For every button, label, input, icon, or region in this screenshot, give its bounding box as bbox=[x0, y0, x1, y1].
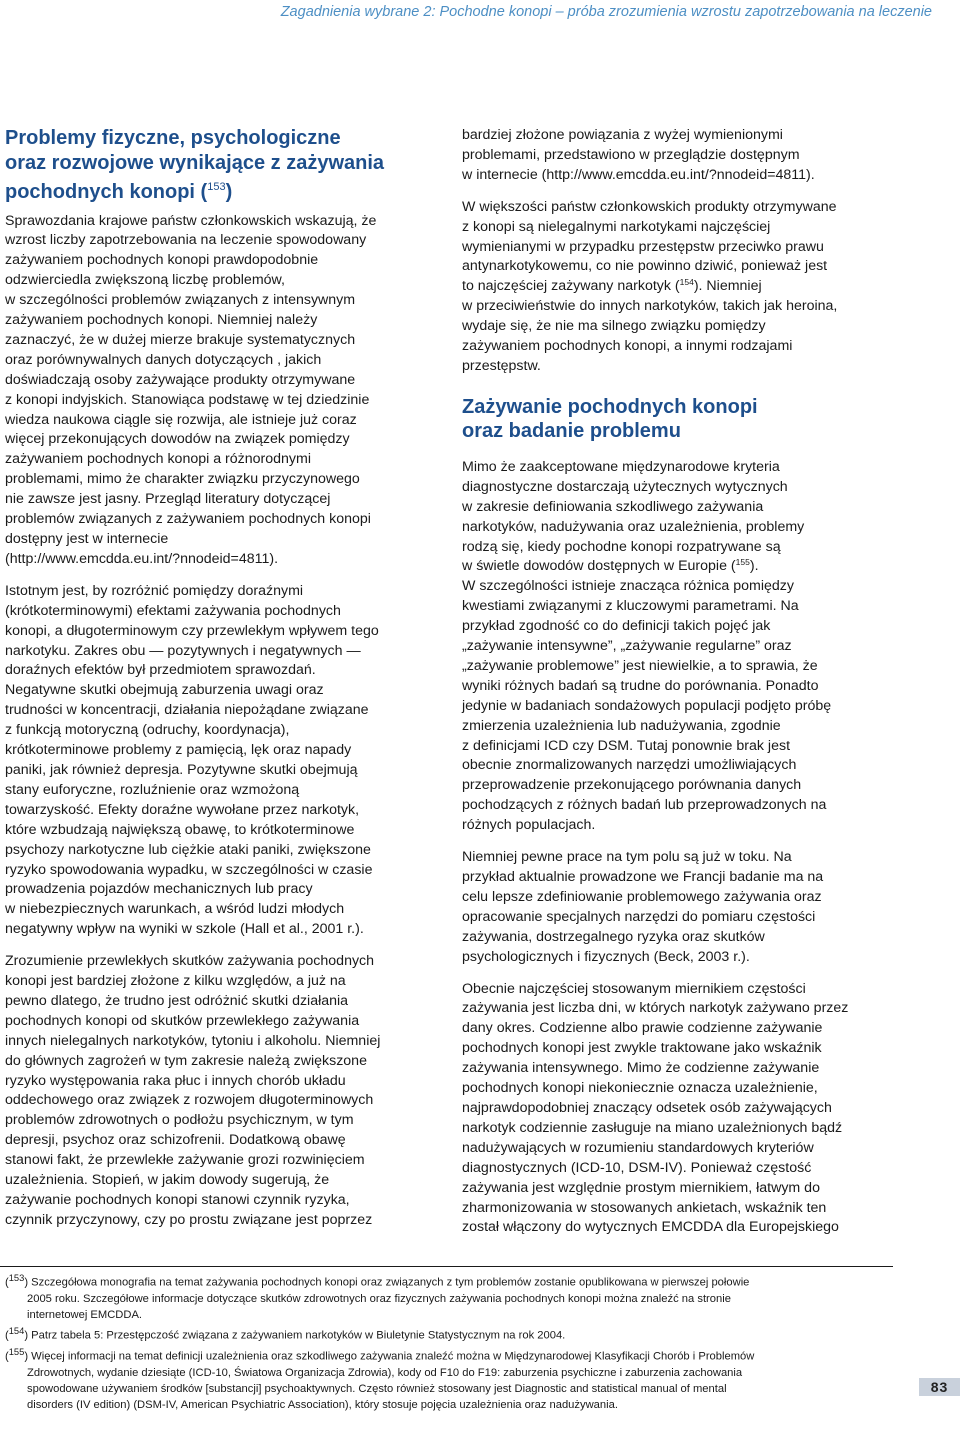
footnote-ref-154: 154 bbox=[679, 277, 694, 288]
text-segment: ). Niemniej bbox=[693, 278, 762, 295]
text-line: bardziej złożone powiązania z wyżej wymienionymi bbox=[462, 127, 783, 143]
footnote-line: ($^{153}$) Szczegółowa monografia na temat zażywania pochodnych konopi oraz związanych z tym problemów zostanie opublikowana w pierwszej połowie bbox=[5, 1273, 750, 1289]
text-line: przestępstw. bbox=[462, 357, 541, 374]
footnote-divider bbox=[0, 1266, 893, 1267]
text-line: diagnostycznych (ICD-10, DSM-IV). Ponieważ częstość bbox=[462, 1159, 812, 1176]
text-line: czynnik przyczynowy, czy po prostu związane jest poprzez bbox=[5, 1211, 373, 1228]
text-line: narkotyk codziennie zasługuje na miano uzależnionych bądź bbox=[462, 1119, 843, 1136]
text-line: Sprawozdania krajowe państw członkowskich wskazują, że bbox=[5, 212, 377, 229]
text-line: przeprowadzenie przekonującego porównania danych bbox=[462, 777, 802, 794]
text-line: zmierzenia uzależnienia lub nadużywania, zgodnie bbox=[462, 717, 781, 734]
text-line: „zażywanie intensywne”, „zażywanie regularne” oraz bbox=[462, 638, 792, 655]
footnote-text: Patrz tabela 5: Przestępczość związana z zażywaniem narkotyków w Biuletynie Statystycznym na rok 2004. bbox=[31, 1329, 566, 1342]
text-line: konopi jest bardziej złożone z kilku względów, a już na bbox=[5, 973, 346, 990]
text-line: Obecnie najczęściej stosowanym miernikiem częstości bbox=[462, 980, 806, 997]
paragraph bbox=[462, 198, 892, 377]
text-line: w niebezpiecznych warunkach, a wśród ludzi młodych bbox=[5, 901, 345, 918]
text-line: psychologicznych i fizycznych (Beck, 2003 r.). bbox=[462, 948, 750, 965]
text-line: z funkcją motoryczną (odruchy, koordynacja), bbox=[5, 722, 290, 739]
running-head: Zagadnienia wybrane 2: Pochodne konopi – próba zrozumienia wzrostu zapotrzebowania na leczenie bbox=[280, 4, 932, 20]
text-line: zażywania jest względnie prostym miernikiem, łatwym do bbox=[462, 1179, 820, 1196]
text-line: trudności w koncentracji, działania niepożądane związane bbox=[5, 702, 369, 719]
text-line: prowadzenia pojazdów mechanicznych lub pracy bbox=[5, 881, 313, 898]
text-line: zażywanie pochodnych konopi stanowi czynnik ryzyka, bbox=[5, 1192, 350, 1208]
left-column bbox=[5, 126, 435, 1231]
text-line: odzwierciedla zwiększoną liczbę problemów, bbox=[5, 272, 285, 289]
text-line: Negatywne skutki obejmują zaburzenia uwagi oraz bbox=[5, 682, 324, 699]
paragraph bbox=[5, 212, 435, 570]
text-line: najprawdopodobniej znaczący odsetek osób zażywających bbox=[462, 1099, 832, 1116]
text-line: zażywania jest liczba dni, w których narkotyk zażywano przez bbox=[462, 1000, 849, 1017]
text-segment: ). bbox=[749, 558, 759, 575]
title-text: pochodnych konopi ( bbox=[5, 181, 208, 203]
text-line: diagnostyczne dostarczają użytecznych wytycznych bbox=[462, 478, 788, 495]
text-line: dostępny jest w internecie bbox=[5, 531, 169, 547]
title-line: Problemy fizyczne, psychologiczne bbox=[5, 127, 341, 149]
footnotes bbox=[5, 1270, 905, 1413]
text-line: pochodnych konopi jest zwykle traktowane jako wskaźnik bbox=[462, 1040, 822, 1057]
text-segment: to najczęściej zażywany narkotyk ( bbox=[462, 278, 680, 295]
text-line: problemów związanych z zażywaniem pochodnych konopi bbox=[5, 511, 371, 528]
section-title-measurement bbox=[462, 395, 892, 444]
text-line: stanowi fakt, że przewlekłe zażywanie grozi rozwinięciem bbox=[5, 1152, 365, 1169]
text-line: obecnie znormalizowanych narzędzi umożliwiających bbox=[462, 757, 797, 774]
paragraph bbox=[5, 582, 435, 940]
text-line: negatywny wpływ na wyniki w szkole (Hall et al., 2001 r.). bbox=[5, 921, 364, 938]
text-line: kwestiami związanymi z kluczowymi parametrami. Na bbox=[462, 598, 799, 615]
text-line: do głównych zagrożeń w tym zakresie należą zwiększone bbox=[5, 1052, 367, 1069]
footnote-ref-155: 155 bbox=[735, 557, 750, 568]
title-line: Zażywanie pochodnych konopi bbox=[462, 395, 758, 418]
text-line: problemami, mimo że charakter związku przyczynowego bbox=[5, 471, 360, 488]
text-line: nadużywających w rozumieniu standardowych kryteriów bbox=[462, 1139, 814, 1156]
footnote-line: Zdrowotnych, wydanie dziesiąte (ICD-10, Światowa Organizacja Zdrowia), kody od F10 do F19: zaburzenia psychiczne i zaburzenia zachowania bbox=[27, 1366, 743, 1379]
text-line: psychozy narkotyczne lub ciężkie ataki paniki, zwiększone bbox=[5, 841, 371, 858]
text-line: towarzyskość. Efekty doraźne wywołane przez narkotyk, bbox=[5, 801, 360, 818]
text-line: które wzbudzają największą obawę, to krótkoterminowe bbox=[5, 821, 355, 838]
text-line: został włączony do wytycznych EMCDDA dla Europejskiego bbox=[462, 1219, 839, 1236]
text-line: oddechowego oraz związek z rozwojem długoterminowych bbox=[5, 1092, 374, 1109]
text-line: depresji, psychoz oraz schizofrenii. Dodatkową obawę bbox=[5, 1132, 346, 1149]
text-line: uzależnienia. Stopień, w jakim dowody sugerują, że bbox=[5, 1172, 330, 1189]
section-title-problems bbox=[5, 126, 435, 205]
title-line: oraz badanie problemu bbox=[462, 420, 681, 443]
text-line: „zażywanie problemowe” jest niewielkie, a to sprawia, że bbox=[462, 657, 818, 674]
text-line: Niemniej pewne prace na tym polu są już w toku. Na bbox=[462, 849, 792, 866]
text-line: więcej przekonujących dowodów na związek pomiędzy bbox=[5, 431, 350, 448]
text-line: ryzyko spowodowania wypadku, w szczególności w czasie bbox=[5, 861, 373, 878]
text-line bbox=[462, 557, 892, 577]
footnote-154 bbox=[5, 1323, 905, 1344]
text-line: celu lepsze zdefiniowanie problemowego zażywania oraz bbox=[462, 888, 822, 905]
text-line: krótkoterminowe problemy z pamięcią, lęk oraz napady bbox=[5, 742, 352, 759]
text-line: problemami, przedstawiono w przeglądzie dostępnym bbox=[462, 146, 800, 163]
title-line: oraz rozwojowe wynikające z zażywania bbox=[5, 151, 385, 174]
text-line: w przeciwieństwie do innych narkotyków, takich jak heroina, bbox=[462, 298, 838, 315]
text-line: pewno dlatego, że trudno jest odróżnić skutki działania bbox=[5, 992, 349, 1009]
paragraph bbox=[5, 952, 435, 1231]
text-line: zażywaniem pochodnych konopi, a innymi rodzajami bbox=[462, 338, 793, 355]
right-column bbox=[462, 126, 892, 1238]
text-line: pochodnych konopi od skutków przewlekłego zażywania bbox=[5, 1012, 360, 1029]
text-line: stany euforyczne, rozluźnienie oraz wzmożoną bbox=[5, 781, 300, 798]
text-segment: w świetle dowodów dostępnych w Europie ( bbox=[462, 558, 736, 575]
text-line: zażywania intensywnego. Mimo że codzienne zażywanie bbox=[462, 1060, 820, 1077]
text-line: zażywaniem pochodnych konopi a różnorodnymi bbox=[5, 451, 311, 468]
text-line: nie zawsze jest jasny. Przegląd literatury dotyczącej bbox=[5, 491, 331, 508]
text-line: konopi, a długoterminowym czy przewlekłym wpływem tego bbox=[5, 622, 379, 639]
text-line: zażywania, dostrzegalnego ryzyka oraz skutków bbox=[462, 928, 765, 945]
footnote-line: 2005 roku. Szczegółowe informacje dotyczące skutków zdrowotnych oraz fizycznych zażywania pochodnych konopi można znaleźć na stronie bbox=[27, 1292, 731, 1305]
text-line: różnych populacjach. bbox=[462, 817, 596, 834]
footnote-number: 154 bbox=[8, 1326, 25, 1337]
text-line: Istotnym jest, by rozróżnić pomiędzy doraźnymi bbox=[5, 582, 304, 599]
footnote-text: Szczegółowa monografia na temat zażywania pochodnych konopi oraz związanych z tym problemów zostanie opublikowana w pierwszej połowie bbox=[31, 1276, 750, 1289]
text-line: innych nielegalnych narkotyków, tytoniu i alkoholu. Niemniej bbox=[5, 1032, 381, 1049]
text-line: wzrost liczby zapotrzebowania na leczenie spowodowany bbox=[5, 232, 367, 249]
text-line: jedynie w badaniach sondażowych populacji podjęto próbę bbox=[462, 697, 832, 714]
text-line: zażywaniem pochodnych konopi prawdopodobnie bbox=[5, 252, 319, 269]
text-line: W szczególności istnieje znacząca różnica pomiędzy bbox=[462, 578, 794, 595]
footnote-line: internetowej EMCDDA. bbox=[27, 1308, 143, 1321]
text-line: wiedza naukowa ciągle się rozwija, ale istnieje już coraz bbox=[5, 411, 357, 428]
text-line: (krótkoterminowymi) efektami zażywania pochodnych bbox=[5, 602, 341, 619]
text-line: z konopi indyjskich. Stanowiąca podstawę w tej dziedzinie bbox=[5, 391, 370, 408]
text-line: pochodnych konopi niekoniecznie oznacza uzależnienie, bbox=[462, 1080, 818, 1097]
footnote-line: disorders (IV edition) (DSM-IV, American Psychiatric Association), który stosuje pojęcia uzależnienia oraz nadużywania. bbox=[27, 1398, 618, 1411]
footnote-number: 153 bbox=[8, 1273, 25, 1283]
page-number: 83 bbox=[919, 1378, 960, 1396]
paragraph bbox=[462, 980, 892, 1239]
footnote-line: spowodowane używaniem środków [substancji] psychoaktywnych. Często również stosowany jest Diagnostic and statistical manual of mental bbox=[27, 1382, 727, 1395]
footnote-line: ($^{154}$) Patrz tabela 5: Przestępczość związana z zażywaniem narkotyków w Biuletynie Statystycznym na rok 2004. bbox=[5, 1326, 566, 1342]
text-line: doraźnych efektów był przedmiotem sprawozdań. bbox=[5, 662, 316, 679]
text-line: przykład aktualnie prowadzone we Francji badanie ma na bbox=[462, 869, 824, 885]
text-line: w internecie (http://www.emcdda.eu.int/?nnodeid=4811). bbox=[462, 166, 815, 183]
text-line: doświadczają osoby zażywające produkty otrzymywane bbox=[5, 371, 356, 388]
footnote-line: ($^{155}$) Więcej informacji na temat definicji uzależnienia oraz szkodliwego zażywania znaleźć można w Międzynarodowej Klasyfikacji Chorób i Problemów bbox=[5, 1346, 755, 1363]
title-text: ) bbox=[225, 181, 233, 203]
text-line: Zrozumienie przewlekłych skutków zażywania pochodnych bbox=[5, 953, 375, 970]
footnote-155 bbox=[5, 1344, 905, 1413]
paragraph bbox=[462, 848, 892, 967]
text-line: w szczególności problemów związanych z intensywnym bbox=[5, 292, 356, 309]
text-line: zażywaniem pochodnych konopi. Niemniej należy bbox=[5, 312, 318, 329]
text-line: rodzą się, kiedy pochodne konopi rozpatrywane są bbox=[462, 538, 781, 555]
footnote-153 bbox=[5, 1270, 905, 1323]
text-line: dany okres. Codzienne albo prawie codzienne zażywanie bbox=[462, 1020, 823, 1037]
text-line bbox=[462, 277, 892, 297]
text-line: wydaje się, że nie ma silnego związku pomiędzy bbox=[462, 318, 766, 335]
text-line: narkotyków, nadużywania oraz uzależnienia, problemy bbox=[462, 518, 805, 535]
text-line: (http://www.emcdda.eu.int/?nnodeid=4811). bbox=[5, 550, 279, 567]
text-line: W większości państw członkowskich produkty otrzymywane bbox=[462, 198, 837, 215]
footnote-ref-153: 153 bbox=[207, 181, 226, 193]
text-line: z definicjami ICD czy DSM. Tutaj ponownie brak jest bbox=[462, 737, 791, 754]
text-line: oraz porównywalnych danych dotyczących , jakich bbox=[5, 351, 322, 368]
text-line: narkotyku. Zakres obu — pozytywnych i negatywnych — bbox=[5, 642, 361, 659]
text-line: antynarkotykowemu, co nie powinno dziwić, ponieważ jest bbox=[462, 258, 828, 275]
footnote-number: 155 bbox=[8, 1346, 25, 1357]
text-line: ryzyko występowania raka płuc i innych chorób układu bbox=[5, 1072, 346, 1089]
text-line: problemów zdrowotnych o podłożu psychicznym, w tym bbox=[5, 1112, 354, 1129]
text-line: zaznaczyć, że w dużej mierze brakuje systematycznych bbox=[5, 331, 356, 348]
text-line: zharmonizowania w stosowanych ankietach, wskaźnik ten bbox=[462, 1199, 827, 1216]
footnote-text: Więcej informacji na temat definicji uzależnienia oraz szkodliwego zażywania znaleźć można w Międzynarodowej Klasyfikacji Chorób i Problemów bbox=[31, 1350, 755, 1363]
text-line: przykład zgodność co do definicji takich pojęć jak bbox=[462, 618, 771, 635]
paragraph bbox=[462, 126, 892, 186]
text-line: paniki, jak również depresja. Pozytywne skutki obejmują bbox=[5, 761, 358, 778]
title-line bbox=[5, 175, 435, 205]
text-line: pochodzących z różnych badań lub przeprowadzonych na bbox=[462, 797, 827, 814]
text-line: z konopi są nielegalnymi narkotykami najczęściej bbox=[462, 218, 771, 235]
text-line: Mimo że zaakceptowane międzynarodowe kryteria bbox=[462, 458, 780, 475]
text-line: opracowanie specjalnych narzędzi do pomiaru częstości bbox=[462, 908, 816, 925]
text-line: w zakresie definiowania szkodliwego zażywania bbox=[462, 498, 764, 515]
paragraph bbox=[462, 458, 892, 836]
text-line: wymienianymi w przypadku przestępstw przeciwko prawu bbox=[462, 238, 824, 255]
text-line: wyniki różnych badań są trudne do porównania. Ponadto bbox=[462, 677, 819, 694]
